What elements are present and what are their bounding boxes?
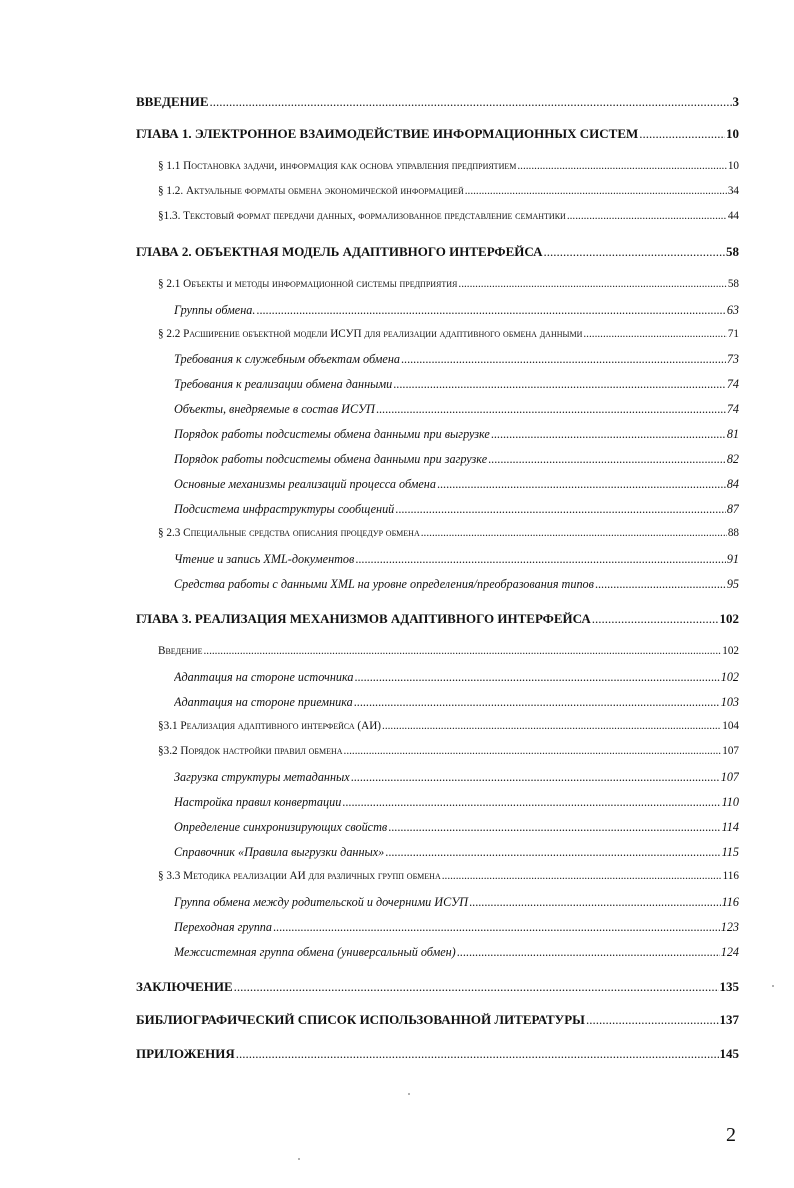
- toc-entry-title: ВВЕДЕНИЕ: [136, 94, 209, 109]
- dot-leader: [344, 745, 722, 757]
- toc-entry-page: 103: [720, 695, 739, 709]
- toc-entry-page: 58: [727, 278, 739, 290]
- toc-entry-page: 87: [726, 502, 739, 516]
- toc-entry-section: [158, 527, 739, 539]
- toc-entry-title: § 1.2. Актуальные форматы обмена экономической информацией: [158, 185, 464, 197]
- toc-entry-title: § 2.1 Объекты и методы информационной системы предприятия: [158, 278, 458, 290]
- toc-entry-page: 107: [722, 745, 739, 757]
- toc-entry-section: [158, 210, 739, 222]
- dot-leader: [469, 895, 721, 910]
- toc-entry-subsection: [174, 820, 739, 835]
- dot-leader: [457, 945, 720, 960]
- toc-entry-subsection: [174, 670, 739, 685]
- dot-leader: [388, 820, 720, 835]
- toc-entry-title: Требования к реализации обмена данными: [174, 377, 393, 391]
- dot-leader: [437, 477, 726, 492]
- toc-entry-page: 95: [726, 577, 739, 591]
- toc-entry-page: 82: [726, 452, 739, 466]
- dot-leader: [355, 552, 726, 567]
- dot-leader: [491, 427, 726, 442]
- toc-entry-page: 71: [727, 328, 739, 340]
- toc-entry-title: Загрузка структуры метаданных: [174, 770, 350, 784]
- toc-entry-subsection: [174, 845, 739, 860]
- toc-entry-page: 110: [721, 795, 739, 809]
- toc-entry-chapter: [136, 244, 739, 260]
- toc-entry-page: 73: [726, 352, 739, 366]
- toc-entry-page: 102: [720, 670, 739, 684]
- toc-entry-title: § 2.3 Специальные средства описания процедур обмена: [158, 527, 420, 539]
- toc-entry-title: §3.1 Реализация адаптивного интерфейса (АИ): [158, 720, 382, 732]
- toc-entry-title: Основные механизмы реализаций процесса обмена: [174, 477, 436, 491]
- toc-entry-subsection: [174, 352, 739, 367]
- toc-entry-page: 104: [722, 720, 739, 732]
- toc-entry-title: Введение: [158, 645, 203, 657]
- toc-entry-subsection: [174, 502, 739, 517]
- scan-speck: [408, 1093, 410, 1095]
- toc-entry-title: Порядок работы подсистемы обмена данными при выгрузке: [174, 427, 490, 441]
- dot-leader: [234, 979, 719, 995]
- toc-entry-page: 102: [719, 611, 739, 626]
- toc-entry-title: Адаптация на стороне источника: [174, 670, 354, 684]
- toc-entry-page: 63: [726, 303, 739, 317]
- dot-leader: [203, 645, 721, 657]
- dot-leader: [458, 278, 726, 290]
- toc-entry-page: 10: [727, 160, 739, 172]
- scan-speck: [298, 1158, 300, 1160]
- toc-entry-chapter: [136, 126, 739, 142]
- toc-entry-page: 124: [720, 945, 739, 959]
- toc-entry-title: § 3.3 Методика реализации АИ для различных групп обмена: [158, 870, 441, 882]
- toc-entry-title: Межсистемная группа обмена (универсальный обмен): [174, 945, 456, 959]
- toc-entry-page: 116: [721, 895, 739, 909]
- dot-leader: [236, 1046, 719, 1062]
- toc-entry-chapter: [136, 94, 739, 110]
- toc-entry-page: 115: [721, 845, 739, 859]
- dot-leader: [342, 795, 720, 810]
- scan-speck: [772, 985, 774, 987]
- toc-entry-title: Объекты, внедряемые в состав ИСУП: [174, 402, 375, 416]
- toc-entry-title: ЗАКЛЮЧЕНИЕ: [136, 979, 233, 994]
- toc-entry-subsection: [174, 402, 739, 417]
- toc-entry-page: 88: [727, 527, 739, 539]
- toc-entry-section: [158, 745, 739, 757]
- dot-leader: [639, 126, 725, 142]
- dot-leader: [595, 577, 726, 592]
- toc-entry-title: Настройка правил конвертации: [174, 795, 342, 809]
- dot-leader: [354, 695, 720, 710]
- toc-entry-title: БИБЛИОГРАФИЧЕСКИЙ СПИСОК ИСПОЛЬЗОВАННОЙ ЛИТЕРАТУРЫ: [136, 1012, 585, 1027]
- toc-entry-page: 74: [726, 377, 739, 391]
- toc-entry-page: 123: [720, 920, 739, 934]
- page-number: 2: [726, 1124, 736, 1146]
- toc-entry-subsection: [174, 945, 739, 960]
- toc-entry-chapter: [136, 979, 739, 995]
- toc-entry-title: Определение синхронизирующих свойств: [174, 820, 388, 834]
- toc-entry-subsection: [174, 920, 739, 935]
- toc-entry-subsection: [174, 795, 739, 810]
- toc-entry-title: § 1.1 Постановка задачи, информация как основа управления предприятием: [158, 160, 517, 172]
- toc-entry-subsection: [174, 770, 739, 785]
- toc-entry-page: 3: [732, 94, 739, 109]
- toc-entry-section: [158, 645, 739, 657]
- toc-entry-title: §3.2 Порядок настройки правил обмена: [158, 745, 343, 757]
- toc-entry-page: 58: [726, 244, 739, 259]
- toc-entry-title: ПРИЛОЖЕНИЯ: [136, 1046, 235, 1061]
- toc-entry-section: [158, 720, 739, 732]
- toc-entry-title: Группы обмена.: [174, 303, 256, 317]
- toc-entry-title: Подсистема инфраструктуры сообщений: [174, 502, 395, 516]
- toc-entry-chapter: [136, 1046, 739, 1062]
- toc-entry-title: Чтение и запись XML-документов: [174, 552, 355, 566]
- toc-entry-section: [158, 870, 739, 882]
- toc-entry-subsection: [174, 452, 739, 467]
- dot-leader: [544, 244, 725, 260]
- toc-entry-subsection: [174, 895, 739, 910]
- toc-entry-title: Требования к служебным объектам обмена: [174, 352, 400, 366]
- toc-entry-page: 137: [719, 1012, 739, 1027]
- toc-entry-page: 10: [726, 126, 739, 141]
- toc-entry-title: §1.3. Текстовый формат передачи данных, формализованное представление семантики: [158, 210, 566, 222]
- toc-entry-page: 34: [727, 185, 739, 197]
- toc-entry-title: ГЛАВА 2. ОБЪЕКТНАЯ МОДЕЛЬ АДАПТИВНОГО ИНТЕРФЕЙСА: [136, 244, 543, 259]
- toc-entry-page: 107: [720, 770, 739, 784]
- toc-entry-title: Средства работы с данными XML на уровне определения/преобразования типов: [174, 577, 594, 591]
- dot-leader: [517, 160, 726, 172]
- dot-leader: [376, 402, 726, 417]
- dot-leader: [393, 377, 726, 392]
- toc-entry-chapter: [136, 1012, 739, 1028]
- toc-entry-page: 44: [727, 210, 739, 222]
- dot-leader: [395, 502, 726, 517]
- dot-leader: [273, 920, 720, 935]
- toc-entry-page: 135: [719, 979, 739, 994]
- toc-entry-page: 114: [721, 820, 739, 834]
- toc-entry-page: 145: [719, 1046, 739, 1061]
- dot-leader: [583, 328, 726, 340]
- dot-leader: [421, 527, 727, 539]
- dot-leader: [592, 611, 719, 627]
- toc-entry-page: 116: [722, 870, 739, 882]
- toc-entry-subsection: [174, 477, 739, 492]
- toc-entry-page: 91: [726, 552, 739, 566]
- toc-entry-subsection: [174, 303, 739, 318]
- dot-leader: [586, 1012, 719, 1028]
- toc-entry-subsection: [174, 427, 739, 442]
- toc-entry-title: ГЛАВА 1. ЭЛЕКТРОННОЕ ВЗАИМОДЕЙСТВИЕ ИНФОРМАЦИОННЫХ СИСТЕМ: [136, 126, 639, 141]
- toc-entry-title: Переходная группа: [174, 920, 272, 934]
- toc-entry-title: Группа обмена между родительской и дочерними ИСУП: [174, 895, 469, 909]
- toc-entry-subsection: [174, 377, 739, 392]
- dot-leader: [567, 210, 727, 222]
- dot-leader: [465, 185, 727, 197]
- dot-leader: [401, 352, 726, 367]
- toc-entry-subsection: [174, 695, 739, 710]
- toc-entry-section: [158, 160, 739, 172]
- dot-leader: [488, 452, 726, 467]
- toc-entry-section: [158, 278, 739, 290]
- toc-entry-title: ГЛАВА 3. РЕАЛИЗАЦИЯ МЕХАНИЗМОВ АДАПТИВНОГО ИНТЕРФЕЙСА: [136, 611, 591, 626]
- dot-leader: [354, 670, 719, 685]
- toc-entry-page: 84: [726, 477, 739, 491]
- dot-leader: [442, 870, 722, 882]
- dot-leader: [351, 770, 720, 785]
- toc-entry-subsection: [174, 577, 739, 592]
- toc-entry-title: Справочник «Правила выгрузки данных»: [174, 845, 385, 859]
- toc-entry-chapter: [136, 611, 739, 627]
- toc-entry-page: 81: [726, 427, 739, 441]
- dot-leader: [210, 94, 732, 110]
- toc-entry-page: 102: [722, 645, 739, 657]
- toc-entry-section: [158, 328, 739, 340]
- toc-entry-title: § 2.2 Расширение объектной модели ИСУП для реализации адаптивного обмена данными: [158, 328, 583, 340]
- dot-leader: [385, 845, 720, 860]
- dot-leader: [382, 720, 721, 732]
- toc-entry-title: Порядок работы подсистемы обмена данными при загрузке: [174, 452, 488, 466]
- toc-entry-subsection: [174, 552, 739, 567]
- toc-entry-section: [158, 185, 739, 197]
- toc-entry-title: Адаптация на стороне приемника: [174, 695, 353, 709]
- toc-entry-page: 74: [726, 402, 739, 416]
- dot-leader: [256, 303, 725, 318]
